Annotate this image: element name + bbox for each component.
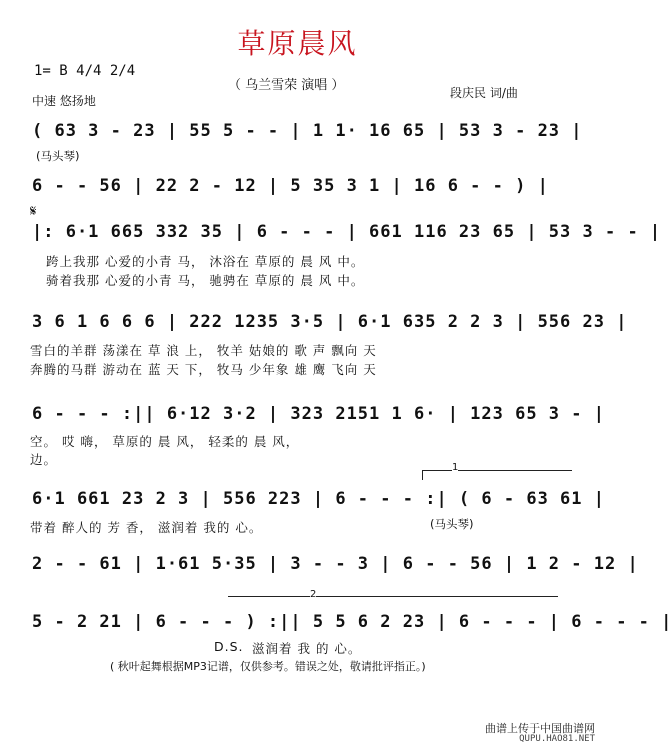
key-signature: 1= B 4/4 2/4	[34, 63, 136, 79]
segno-icon: 𝄋	[30, 202, 37, 220]
notation-line-2: 6 - - 56 | 22 2 - 12 | 5 35 3 1 | 16 6 - - ) |	[32, 176, 549, 196]
notation-line-7: 2 - - 61 | 1·61 5·35 | 3 - - 3 | 6 - - 56 | 1 2 - 12 |	[32, 554, 639, 574]
volta-1-number: 1	[452, 462, 459, 473]
instrument-label-2: (马头琴)	[430, 517, 474, 531]
lyric-line-3: 雪白的羊群 荡漾在 草 浪 上， 牧羊 姑娘的 歌 声 飘向 天	[30, 343, 377, 358]
notation-line-3: |: 6·1 665 332 35 | 6 - - - | 661 116 23 65 | 53 3 - - |	[32, 222, 662, 242]
ds-label: D.S.	[214, 639, 244, 654]
lyric-line-1: 跨上我那 心爱的小青 马， 沐浴在 草原的 晨 风 中。	[46, 254, 365, 269]
notation-line-4: 3 6 1 6 6 6 | 222 1235 3·5 | 6·1 635 2 2 3 | 556 23 |	[32, 312, 628, 332]
site-url-watermark: QUPU.HAO81.NET	[519, 734, 595, 744]
notation-line-6: 6·1 661 23 2 3 | 556 223 | 6 - - - :| ( 6 - 63 61 |	[32, 489, 605, 509]
volta-2-number: 2	[310, 589, 317, 600]
volta-1-hook	[422, 470, 423, 480]
notation-line-5: 6 - - - :|| 6·12 3·2 | 323 2151 1 6· | 123 65 3 - |	[32, 404, 605, 424]
lyric-line-8: 滋润着 我 的 心。	[252, 641, 362, 656]
volta-1-bracket	[422, 470, 572, 471]
volta-2-bracket	[228, 596, 558, 597]
instrument-label-1: (马头琴)	[36, 149, 80, 163]
tempo-marking: 中速 悠扬地	[32, 94, 96, 108]
notation-line-8: 5 - 2 21 | 6 - - - ) :|| 5 5 6 2 23 | 6 - - - | 6 - - - |	[32, 612, 672, 632]
composer-credit: 段庆民 词/曲	[450, 86, 518, 100]
notation-line-1: ( 63 3 - 23 | 55 5 - - | 1 1· 16 65 | 53 3 - 23 |	[32, 121, 583, 141]
performer: （ 乌兰雪荣 演唱 ）	[228, 78, 345, 93]
lyric-line-4: 奔腾的马群 游动在 蓝 天 下， 牧马 少年象 雄 鹰 飞向 天	[30, 362, 377, 377]
site-watermark: 曲谱上传于中国曲谱网	[485, 722, 595, 735]
song-title: 草原晨风	[237, 27, 358, 60]
lyric-line-2: 骑着我那 心爱的小青 马， 驰骋在 草原的 晨 风 中。	[46, 273, 365, 288]
transcriber-note: ( 秋叶起舞根据MP3记谱，仅供参考。错误之处，敬请批评指正。)	[110, 660, 426, 673]
lyric-line-7: 带着 醉人的 芳 香， 滋润着 我的 心。	[30, 520, 263, 535]
lyric-line-5: 空。 哎 嗨， 草原的 晨 风， 轻柔的 晨 风，	[30, 434, 300, 449]
lyric-line-6: 边。	[30, 452, 58, 467]
